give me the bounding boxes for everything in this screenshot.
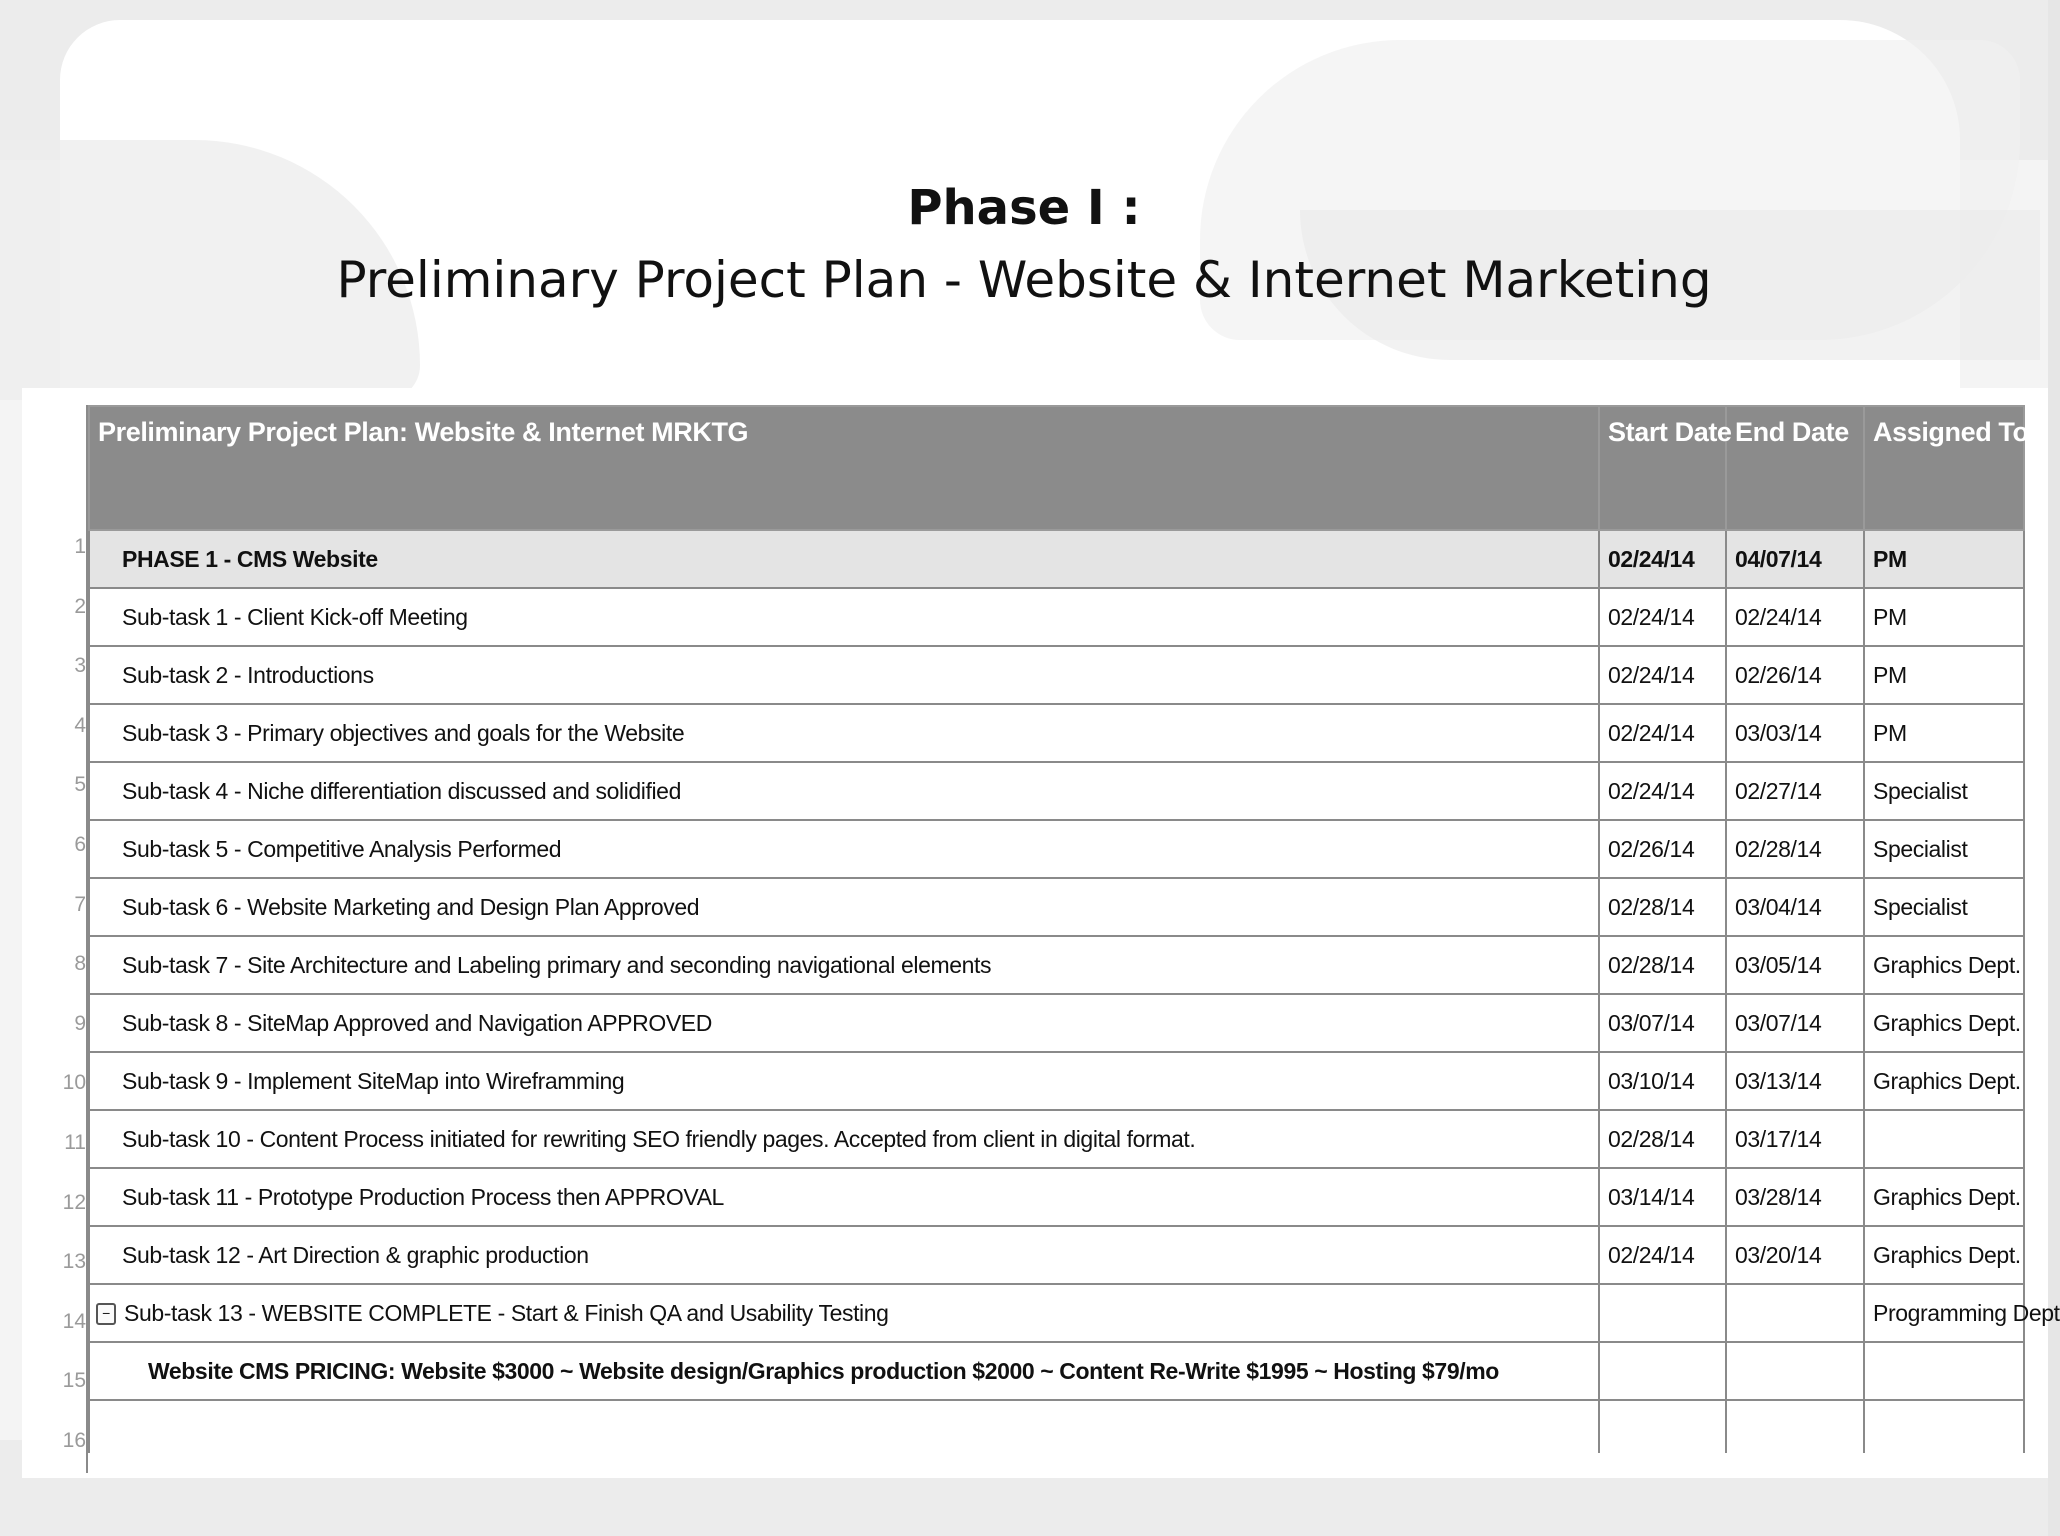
row-number: 10 <box>62 1071 86 1095</box>
start-date-cell[interactable]: 02/26/14 <box>1599 820 1726 878</box>
task-text: Sub-task 13 - WEBSITE COMPLETE - Start & Finish QA and Usability Testing <box>124 1299 889 1326</box>
start-date-cell[interactable]: 03/14/14 <box>1599 1168 1726 1226</box>
assigned-cell[interactable] <box>1864 1110 2024 1168</box>
row-number: 6 <box>74 832 86 856</box>
start-date-cell[interactable]: 03/10/14 <box>1599 1052 1726 1110</box>
header-task[interactable]: Preliminary Project Plan: Website & Internet MRKTG <box>89 406 1599 530</box>
table-row <box>89 1284 2024 1342</box>
assigned-cell[interactable]: Specialist <box>1864 878 2024 936</box>
row-number: 9 <box>74 1011 86 1035</box>
end-date-cell[interactable]: 03/03/14 <box>1726 704 1864 762</box>
start-date-cell[interactable]: 03/07/14 <box>1599 994 1726 1052</box>
start-date-cell[interactable]: 02/24/14 <box>1599 646 1726 704</box>
start-date-cell[interactable]: 02/28/14 <box>1599 878 1726 936</box>
task-cell[interactable]: Sub-task 11 - Prototype Production Process then APPROVAL <box>89 1168 1599 1226</box>
task-cell[interactable]: Sub-task 10 - Content Process initiated for rewriting SEO friendly pages. Accepted from client in digital format. <box>89 1110 1599 1168</box>
start-date-cell[interactable]: 02/24/14 <box>1599 530 1726 588</box>
table-row <box>89 530 2024 588</box>
task-cell[interactable]: Sub-task 4 - Niche differentiation discussed and solidified <box>89 762 1599 820</box>
start-date-cell[interactable] <box>1599 1400 1726 1453</box>
table-row <box>89 646 2024 704</box>
table-row <box>89 1400 2024 1453</box>
start-date-cell[interactable]: 02/28/14 <box>1599 1110 1726 1168</box>
assigned-cell[interactable]: Programming Dept <box>1864 1284 2024 1342</box>
task-cell[interactable] <box>89 1400 1599 1453</box>
table-row <box>89 704 2024 762</box>
end-date-cell[interactable]: 03/05/14 <box>1726 936 1864 994</box>
task-cell[interactable]: Sub-task 7 - Site Architecture and Labeling primary and seconding navigational elements <box>89 936 1599 994</box>
assigned-cell[interactable]: Specialist <box>1864 762 2024 820</box>
end-date-cell[interactable]: 03/04/14 <box>1726 878 1864 936</box>
row-number: 15 <box>62 1369 86 1393</box>
end-date-cell[interactable]: 03/13/14 <box>1726 1052 1864 1110</box>
table-row <box>89 878 2024 936</box>
start-date-cell[interactable]: 02/24/14 <box>1599 588 1726 646</box>
assigned-cell[interactable]: Graphics Dept. <box>1864 936 2024 994</box>
start-date-cell[interactable]: 02/24/14 <box>1599 1226 1726 1284</box>
end-date-cell[interactable]: 03/20/14 <box>1726 1226 1864 1284</box>
task-cell[interactable] <box>89 1284 1599 1342</box>
collapse-toggle-icon[interactable]: − <box>96 1303 116 1325</box>
table-row <box>89 936 2024 994</box>
header-end-date[interactable]: End Date <box>1726 406 1864 530</box>
end-date-cell[interactable] <box>1726 1342 1864 1400</box>
end-date-cell[interactable]: 03/17/14 <box>1726 1110 1864 1168</box>
row-number: 3 <box>74 654 86 678</box>
end-date-cell[interactable] <box>1726 1284 1864 1342</box>
task-cell[interactable]: Sub-task 6 - Website Marketing and Design Plan Approved <box>89 878 1599 936</box>
task-cell[interactable]: Sub-task 2 - Introductions <box>89 646 1599 704</box>
table-row <box>89 588 2024 646</box>
row-number: 1 <box>74 535 86 558</box>
table-header-row <box>89 406 2024 530</box>
task-cell[interactable]: Sub-task 9 - Implement SiteMap into Wireframming <box>89 1052 1599 1110</box>
start-date-cell[interactable] <box>1599 1342 1726 1400</box>
table-row <box>89 1052 2024 1110</box>
assigned-cell[interactable] <box>1864 1400 2024 1453</box>
row-number: 5 <box>74 773 86 797</box>
row-number: 11 <box>64 1130 86 1154</box>
assigned-cell[interactable]: Graphics Dept. <box>1864 1226 2024 1284</box>
title-subtitle: Preliminary Project Plan - Website & Internet Marketing <box>336 251 1712 309</box>
end-date-cell[interactable]: 02/27/14 <box>1726 762 1864 820</box>
task-cell[interactable]: Sub-task 12 - Art Direction & graphic production <box>89 1226 1599 1284</box>
start-date-cell[interactable]: 02/24/14 <box>1599 762 1726 820</box>
end-date-cell[interactable]: 04/07/14 <box>1726 530 1864 588</box>
header-start-date[interactable]: Start Date <box>1599 406 1726 530</box>
title-phase: Phase I : <box>907 180 1141 236</box>
end-date-cell[interactable]: 03/07/14 <box>1726 994 1864 1052</box>
row-number: 2 <box>74 594 86 618</box>
table-row <box>89 994 2024 1052</box>
slide-title <box>0 178 2048 322</box>
assigned-cell[interactable]: PM <box>1864 704 2024 762</box>
table-row <box>89 820 2024 878</box>
task-cell[interactable]: Sub-task 1 - Client Kick-off Meeting <box>89 588 1599 646</box>
pricing-cell[interactable]: Website CMS PRICING: Website $3000 ~ Website design/Graphics production $2000 ~ Content Re-Write $1995 ~ Hosting $79/mo <box>89 1342 1599 1400</box>
table-row <box>89 1168 2024 1226</box>
project-plan-table <box>88 405 2060 1453</box>
table-row <box>89 1110 2024 1168</box>
assigned-cell[interactable]: PM <box>1864 588 2024 646</box>
table-row <box>89 1226 2024 1284</box>
assigned-cell[interactable]: PM <box>1864 530 2024 588</box>
row-number: 16 <box>62 1428 86 1452</box>
end-date-cell[interactable]: 03/28/14 <box>1726 1168 1864 1226</box>
task-cell[interactable]: Sub-task 8 - SiteMap Approved and Navigation APPROVED <box>89 994 1599 1052</box>
assigned-cell[interactable]: PM <box>1864 646 2024 704</box>
row-number: 12 <box>62 1190 86 1214</box>
task-cell[interactable]: Sub-task 3 - Primary objectives and goals for the Website <box>89 704 1599 762</box>
assigned-cell[interactable]: Graphics Dept. <box>1864 994 2024 1052</box>
row-number: 14 <box>62 1309 86 1333</box>
row-number: 13 <box>62 1250 86 1274</box>
end-date-cell[interactable]: 02/24/14 <box>1726 588 1864 646</box>
table-row <box>89 762 2024 820</box>
table-row <box>89 1342 2024 1400</box>
row-number-gutter <box>50 517 86 1471</box>
assigned-cell[interactable]: Specialist <box>1864 820 2024 878</box>
task-cell[interactable]: Sub-task 5 - Competitive Analysis Performed <box>89 820 1599 878</box>
row-number: 4 <box>74 713 86 737</box>
row-number: 7 <box>74 892 86 916</box>
assigned-cell[interactable]: Graphics Dept. <box>1864 1052 2024 1110</box>
start-date-cell[interactable] <box>1599 1284 1726 1342</box>
header-assigned-to[interactable]: Assigned To <box>1864 406 2024 530</box>
row-number: 8 <box>74 952 86 976</box>
end-date-cell[interactable]: 02/26/14 <box>1726 646 1864 704</box>
assigned-cell[interactable]: Graphics Dept. <box>1864 1168 2024 1226</box>
assigned-cell[interactable] <box>1864 1342 2024 1400</box>
task-cell[interactable]: PHASE 1 - CMS Website <box>89 530 1599 588</box>
end-date-cell[interactable] <box>1726 1400 1864 1453</box>
start-date-cell[interactable]: 02/28/14 <box>1599 936 1726 994</box>
start-date-cell[interactable]: 02/24/14 <box>1599 704 1726 762</box>
end-date-cell[interactable]: 02/28/14 <box>1726 820 1864 878</box>
